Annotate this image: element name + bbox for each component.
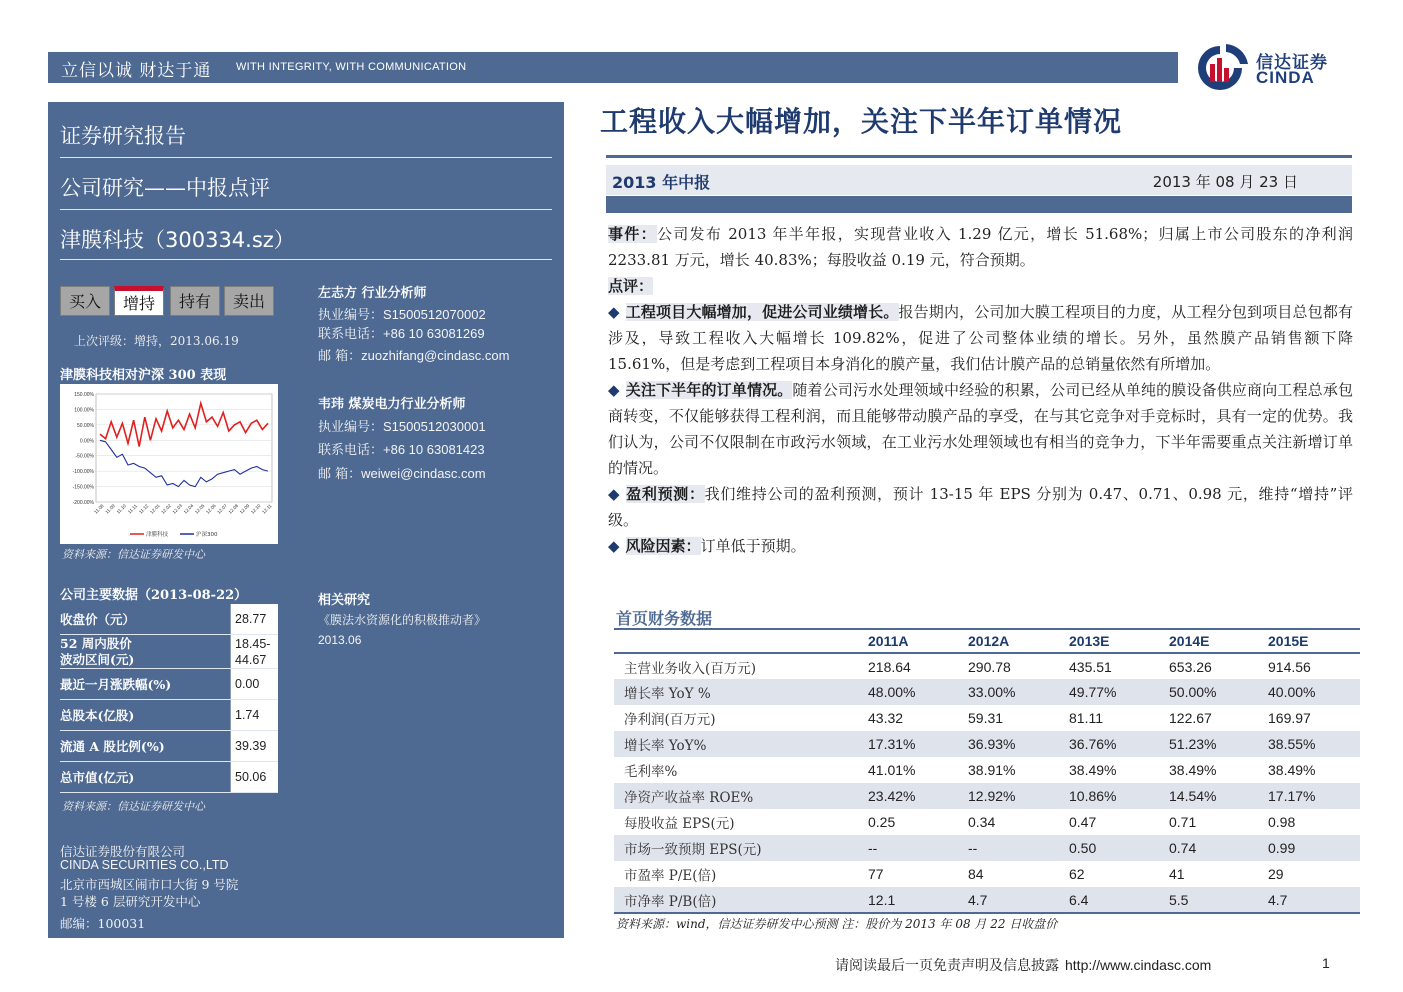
table-cell: 218.64	[868, 658, 911, 675]
table-cell: 0.98	[1268, 814, 1296, 830]
financial-table-title: 首页财务数据	[616, 609, 713, 628]
y-tick-label: -100.00%	[72, 469, 94, 476]
row-label: 净资产收益率 ROE%	[614, 783, 864, 809]
point-text: 订单低于预期。	[700, 537, 806, 555]
column-header: 2012A	[964, 629, 1065, 653]
subheader-bar	[606, 196, 1352, 213]
website-link[interactable]: http://www.cindasc.com	[1065, 957, 1212, 973]
title-divider	[606, 155, 1352, 158]
x-tick-label: 12.06	[205, 503, 217, 515]
row-label: 增长率 YoY%	[614, 731, 864, 757]
rating-buy: 买入	[60, 286, 110, 316]
table-cell: 33.00%	[964, 679, 1065, 705]
logo-name-cn: 信达证券	[1256, 53, 1328, 73]
table-cell: --	[864, 835, 964, 861]
table-cell: 10.86%	[1065, 783, 1165, 809]
y-tick-label: 0.00%	[79, 438, 94, 445]
x-tick-label: 12.01	[149, 503, 161, 515]
table-cell: 77	[868, 866, 884, 882]
related-research-title: 相关研究	[318, 593, 371, 608]
table-cell: 36.93%	[964, 731, 1065, 757]
table-row	[614, 679, 1360, 705]
key-data-row: 流通 A 股比例(%) 39.39	[60, 731, 278, 762]
x-tick-label: 12.11	[261, 503, 273, 515]
related-research-link[interactable]: 《膜法水资源化的积极推动者》	[318, 613, 487, 627]
table-cell: 43.32	[868, 710, 904, 726]
report-title: 工程收入大幅增加，关注下半年订单情况	[600, 105, 1123, 138]
analyst-1-phone: 联系电话：+86 10 63081269	[318, 326, 485, 342]
table-cell: 12.92%	[964, 783, 1065, 809]
table-cell: 40.00%	[1264, 679, 1360, 705]
report-period: 2013 年中报	[612, 173, 711, 192]
x-tick-label: 12.05	[193, 503, 206, 515]
page-number: 1	[1322, 955, 1330, 971]
left-sidebar	[48, 102, 564, 938]
x-tick-label: 12.03	[171, 503, 184, 515]
column-header: 2015E	[1264, 629, 1360, 653]
diamond-bullet-icon: ◆	[608, 485, 621, 503]
relative-performance-chart	[60, 384, 278, 544]
table-cell: 0.74	[1165, 835, 1264, 861]
company-info-line: 北京市西城区闹市口大街 9 号院	[60, 877, 239, 892]
table-cell: 914.56	[1268, 658, 1311, 675]
diamond-bullet-icon: ◆	[608, 537, 620, 555]
table-cell: 0.47	[1069, 814, 1097, 830]
analyst-1-email[interactable]: 邮 箱：zuozhifang@cindasc.com	[318, 348, 510, 364]
table-cell: 51.23%	[1165, 731, 1264, 757]
x-tick-label: 11.09	[104, 503, 116, 515]
table-cell: 4.7	[964, 887, 1065, 913]
row-label: 毛利率%	[624, 764, 678, 780]
diamond-bullet-icon: ◆	[608, 381, 620, 399]
y-tick-label: 50.00%	[77, 422, 94, 429]
company-info-line: 邮编：100031	[60, 916, 146, 931]
table-cell: 5.5	[1165, 887, 1264, 913]
point-paragraph	[608, 481, 1353, 533]
table-cell: 435.51	[1069, 658, 1112, 675]
chart-title: 津膜科技相对沪深 300 表现	[60, 368, 227, 383]
table-row	[614, 835, 1360, 861]
analyst-1-license: 执业编号：S1500512070002	[318, 307, 486, 323]
company-info-line: 信达证券股份有限公司	[60, 844, 186, 859]
chart-source: 资料来源：信达证券研发中心	[62, 548, 205, 561]
company-name: 津膜科技（300334.sz）	[60, 228, 295, 252]
footer-disclaimer	[835, 955, 1211, 975]
financial-table	[614, 628, 1360, 914]
table-cell: 84	[968, 866, 984, 882]
table-cell: 38.49%	[1268, 762, 1316, 778]
key-data-row: 最近一月涨跌幅(%) 0.00	[60, 669, 278, 700]
table-row	[614, 757, 1360, 783]
divider	[60, 157, 552, 158]
report-date: 2013 年 08 月 23 日	[1152, 173, 1298, 191]
table-row	[614, 705, 1360, 731]
row-label: 主营业务收入(百万元)	[624, 660, 757, 677]
y-tick-label: -200.00%	[72, 500, 94, 506]
point-head: 风险因素：	[625, 537, 701, 555]
table-cell: 0.34	[968, 814, 996, 830]
table-cell: 23.42%	[864, 783, 964, 809]
table-cell: 290.78	[968, 658, 1011, 675]
table-cell: 12.1	[864, 887, 964, 913]
logo-name-en: CINDA	[1256, 68, 1315, 87]
y-tick-label: 150.00%	[74, 392, 94, 398]
point-head: 盈利预测：	[626, 485, 705, 503]
column-header: 2013E	[1065, 629, 1165, 653]
cinda-logo-icon	[1190, 42, 1252, 92]
analyst-2-phone: 联系电话：+86 10 63081423	[318, 442, 485, 458]
table-row	[614, 887, 1360, 913]
plot-area	[96, 394, 272, 502]
table-cell: 0.50	[1065, 835, 1165, 861]
slogan-chinese: 立信以诚 财达于通	[61, 61, 212, 81]
table-cell: 653.26	[1169, 658, 1212, 675]
point-text: 随着公司污水处理领域中经验的积累，公司已经从单纯的膜设备供应商向工程总承包商转变，不仅能够获得工程利润，而且能够带动膜产品的享受，在与其它竞争对手竞标时，具有一定的优势。我们认为，公司不仅限制在市政污水领域，在工业污水处理领域也有相当的竞争力，下半年需要重点关注新增订单的情况。	[608, 381, 1353, 477]
table-row	[614, 783, 1360, 809]
table-cell: 0.99	[1264, 835, 1360, 861]
key-data-source: 资料来源：信达证券研发中心	[62, 800, 205, 813]
slogan-english: WITH INTEGRITY, WITH COMMUNICATION	[236, 61, 467, 73]
x-tick-label: 12.07	[216, 503, 228, 515]
key-data-row: 52 周内股价 波动区间(元) 18.45- 44.67	[60, 635, 278, 669]
point-text: 报告期内，公司加大膜工程项目的力度，从工程分包到项目总包都有涉及，导致工程收入大幅增长 109.82%，促进了公司整体业绩的增长。另外，虽然膜产品销售额下降 15.61%，但是考虑到工程项目本身消化的膜产量，我们估计膜产品的总销量依然有所增加。	[608, 303, 1353, 373]
table-row	[614, 809, 1360, 835]
table-row	[614, 731, 1360, 757]
report-type: 证券研究报告	[60, 124, 186, 148]
row-label: 每股收益 EPS(元)	[624, 816, 735, 832]
event-text: 公司发布 2013 年半年报，实现营业收入 1.29 亿元，增长 51.68%；归属上市公司股东的净利润 2233.81 万元，增长 40.83%；每股收益 0.19 元，符合预期。	[608, 225, 1353, 269]
table-cell: 49.77%	[1065, 679, 1165, 705]
analyst-2-license: 执业编号：S1500512030001	[318, 419, 486, 435]
table-cell: 48.00%	[864, 679, 964, 705]
row-label: 市盈率 P/E(倍)	[624, 868, 717, 884]
x-tick-label: 12.10	[249, 503, 262, 515]
x-tick-label: 12.04	[182, 503, 195, 515]
table-cell: 38.49%	[1169, 762, 1217, 778]
divider	[60, 209, 552, 210]
x-tick-label: 11.12	[138, 503, 150, 515]
row-label: 市净率 P/B(倍)	[614, 887, 864, 913]
key-data-row: 总市值(亿元) 50.06	[60, 762, 278, 793]
previous-rating: 上次评级：增持，2013.06.19	[74, 334, 239, 348]
disclaimer-text: 请阅读最后一页免责声明及信息披露	[835, 958, 1059, 974]
table-cell: 38.49%	[1069, 762, 1117, 778]
analyst-2-email[interactable]: 邮 箱：weiwei@cindasc.com	[318, 466, 486, 482]
table-row	[614, 861, 1360, 887]
key-data-row: 总股本(亿股) 1.74	[60, 700, 278, 731]
event-paragraph	[608, 221, 1353, 273]
point-head: 关注下半年的订单情况。	[625, 381, 793, 399]
table-cell: 17.17%	[1264, 783, 1360, 809]
legend-label: 沪深300	[196, 532, 218, 538]
legend-label: 津膜科技	[146, 532, 169, 538]
financial-table-note: 资料来源：wind，信达证券研发中心预测 注：股价为 2013 年 08 月 22 日收盘价	[616, 917, 1058, 931]
table-cell: 4.7	[1264, 887, 1360, 913]
point-text: 我们维持公司的盈利预测，预计 13-15 年 EPS 分别为 0.47、0.71、0.98 元，维持“增持”评级。	[608, 485, 1353, 529]
table-cell: 41	[1169, 866, 1185, 882]
point-paragraph	[608, 377, 1353, 481]
table-cell: 0.25	[868, 814, 896, 830]
table-cell: 0.71	[1169, 814, 1197, 830]
row-label: 增长率 YoY %	[614, 679, 864, 705]
comment-paragraph	[608, 273, 1353, 299]
x-tick-label: 12.08	[227, 503, 240, 515]
x-tick-label: 11.11	[126, 503, 139, 515]
key-data-row: 收盘价（元） 28.77	[60, 604, 278, 635]
point-paragraph	[608, 533, 1353, 559]
table-cell: 169.97	[1268, 710, 1311, 726]
rating-hold: 持有	[170, 286, 220, 316]
cinda-logo	[1190, 42, 1340, 92]
analyst-2-name: 韦玮 煤炭电力行业分析师	[318, 397, 466, 412]
table-cell: 38.91%	[968, 762, 1016, 778]
analyst-1-name: 左志方 行业分析师	[318, 286, 427, 301]
related-research-date: 2013.06	[318, 633, 362, 647]
column-header: 2014E	[1165, 629, 1264, 653]
report-subheader	[606, 165, 1352, 195]
table-header-row	[614, 629, 1360, 653]
rating-overweight: 增持	[114, 286, 164, 316]
table-cell: 29	[1268, 866, 1284, 882]
table-row	[614, 653, 1360, 679]
point-paragraph	[608, 299, 1353, 377]
divider	[60, 259, 552, 260]
column-header	[614, 629, 864, 653]
rating-selector	[60, 276, 276, 318]
key-data-table	[60, 604, 278, 793]
rating-sell: 卖出	[224, 286, 274, 316]
comment-label: 点评：	[608, 277, 654, 295]
x-tick-label: 12.02	[160, 503, 172, 515]
table-cell: 59.31	[968, 710, 1004, 726]
point-head: 工程项目大幅增加，促进公司业绩增长。	[625, 303, 899, 321]
header-banner	[48, 52, 1178, 83]
table-cell: 38.55%	[1264, 731, 1360, 757]
y-tick-label: -50.00%	[75, 453, 94, 460]
company-info-line: CINDA SECURITIES CO.,LTD	[60, 858, 229, 872]
table-cell: 41.01%	[868, 762, 916, 778]
x-tick-label: 12.09	[238, 503, 251, 515]
table-cell: 122.67	[1169, 710, 1212, 726]
report-body	[608, 221, 1353, 559]
y-tick-label: 100.00%	[74, 407, 94, 414]
table-cell: 17.31%	[864, 731, 964, 757]
row-label: 市场一致预期 EPS(元)	[614, 835, 864, 861]
table-cell: 50.00%	[1165, 679, 1264, 705]
diamond-bullet-icon: ◆	[608, 303, 620, 321]
event-label: 事件：	[608, 225, 657, 243]
row-label: 净利润(百万元)	[624, 712, 716, 728]
y-tick-label: -150.00%	[72, 484, 94, 491]
chart-svg	[60, 384, 278, 544]
table-cell: 81.11	[1069, 710, 1103, 726]
x-tick-label: 11.10	[115, 503, 128, 515]
table-cell: 14.54%	[1165, 783, 1264, 809]
table-cell: 36.76%	[1065, 731, 1165, 757]
report-category: 公司研究——中报点评	[60, 176, 270, 200]
table-cell: 6.4	[1065, 887, 1165, 913]
table-cell: --	[964, 835, 1065, 861]
x-tick-label: 11.08	[93, 503, 105, 515]
column-header: 2011A	[864, 629, 964, 653]
company-info-line: 1 号楼 6 层研究开发中心	[60, 894, 201, 909]
key-data-title: 公司主要数据（2013-08-22）	[60, 588, 248, 603]
table-cell: 62	[1069, 866, 1085, 882]
